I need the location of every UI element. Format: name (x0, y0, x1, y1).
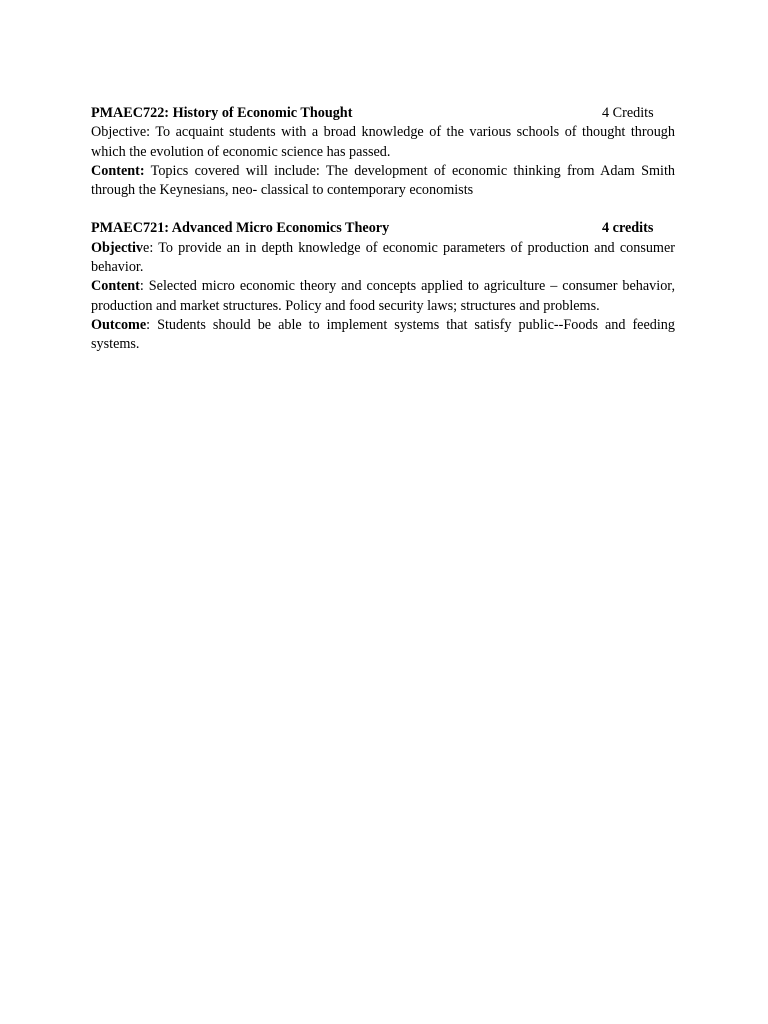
course-credits: 4 Credits (602, 105, 654, 121)
course-heading (91, 219, 675, 238)
course-objective (91, 123, 675, 162)
course-objective (91, 239, 675, 278)
objective-text: Objective: To acquaint students with a broad knowledge of the various schools of thought through which the evolution of economic science has passed. (91, 124, 675, 160)
course-pmaec722 (91, 104, 675, 200)
objective-label: Objectiv (91, 239, 144, 256)
course-outcome (91, 316, 675, 355)
content-text: Topics covered will include: The development of economic thinking from Adam Smith through the Keynesians, neo- classical to contemporary economists (91, 162, 675, 199)
content-label: Content: (91, 162, 145, 179)
course-content (91, 162, 675, 201)
course-pmaec721 (91, 219, 675, 354)
document-page (91, 104, 675, 355)
content-text: : Selected micro economic theory and concepts applied to agriculture – consumer behavior, production and market structures. Policy and food security laws; structures and problems. (91, 278, 675, 314)
outcome-label: Outcome (91, 316, 147, 333)
objective-text: : To provide an in depth knowledge of economic parameters of production and consumer behavior. (91, 239, 675, 276)
course-credits: 4 credits (602, 220, 654, 237)
content-label: Content (91, 278, 140, 295)
course-heading (91, 104, 675, 123)
objective-label-tail: e (143, 239, 150, 256)
course-title: PMAEC722: History of Economic Thought (91, 105, 353, 121)
course-title: PMAEC721: Advanced Micro Economics Theory (91, 220, 390, 237)
outcome-text: : Students should be able to implement systems that satisfy public--Foods and feeding systems. (91, 316, 675, 353)
course-content (91, 277, 675, 316)
